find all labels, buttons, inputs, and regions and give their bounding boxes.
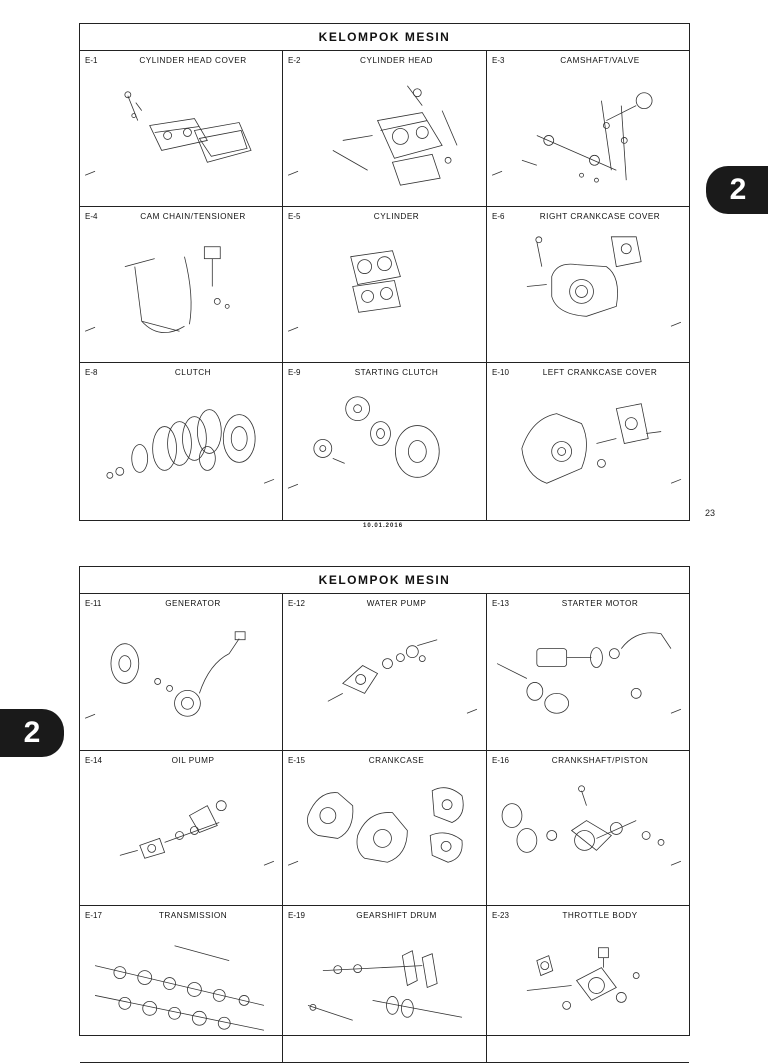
panel-title: KELOMPOK MESIN [80, 24, 689, 51]
part-code: E-6 [492, 212, 505, 221]
oil-pump-diagram [80, 751, 282, 905]
part-code: E-9 [288, 368, 301, 377]
part-name: RIGHT CRANKCASE COVER [539, 212, 661, 221]
camshaft-valve-diagram [487, 51, 689, 206]
part-name: CAMSHAFT/VALVE [560, 56, 640, 65]
parts-panel-top [79, 23, 690, 521]
part-code: E-16 [492, 756, 509, 765]
parts-panel-bottom [79, 566, 690, 1036]
part-name: OIL PUMP [171, 756, 215, 765]
part-name: CYLINDER HEAD COVER [139, 56, 247, 65]
cylinder-head-cover-diagram [80, 51, 282, 206]
part-code: E-3 [492, 56, 505, 65]
part-name: LEFT CRANKCASE COVER [542, 368, 658, 377]
part-code: E-11 [85, 599, 102, 608]
part-code: E-10 [492, 368, 509, 377]
part-name: TRANSMISSION [158, 911, 228, 920]
part-code: E-23 [492, 911, 509, 920]
part-cell-e1[interactable] [80, 51, 283, 207]
part-cell-e2[interactable] [283, 51, 487, 207]
gearshift-drum-diagram [283, 906, 486, 1062]
part-name: CLUTCH [174, 368, 212, 377]
cam-chain-tensioner-diagram [80, 207, 282, 362]
part-code: E-1 [85, 56, 98, 65]
part-cell-e6[interactable] [487, 207, 689, 363]
part-cell-e23[interactable] [487, 906, 689, 1063]
crankshaft-piston-diagram [487, 751, 689, 905]
part-code: E-15 [288, 756, 305, 765]
part-cell-e15[interactable] [283, 751, 487, 906]
cylinder-diagram [283, 207, 486, 362]
part-cell-e5[interactable] [283, 207, 487, 363]
clutch-diagram [80, 363, 282, 520]
page-number: 23 [705, 508, 716, 518]
panel-title: KELOMPOK MESIN [80, 567, 689, 594]
part-cell-e16[interactable] [487, 751, 689, 906]
part-name: GENERATOR [165, 599, 221, 608]
part-code: E-13 [492, 599, 509, 608]
part-cell-e3[interactable] [487, 51, 689, 207]
part-cell-e13[interactable] [487, 594, 689, 751]
part-code: E-19 [288, 911, 305, 920]
part-name: THROTTLE BODY [562, 911, 638, 920]
part-code: E-8 [85, 368, 98, 377]
part-cell-e14[interactable] [80, 751, 283, 906]
part-cell-e4[interactable] [80, 207, 283, 363]
right-crankcase-cover-diagram [487, 207, 689, 362]
starting-clutch-diagram [283, 363, 486, 520]
part-cell-e9[interactable] [283, 363, 487, 520]
crankcase-diagram [283, 751, 486, 905]
parts-grid [80, 51, 689, 520]
left-crankcase-cover-diagram [487, 363, 689, 520]
part-name: CAM CHAIN/TENSIONER [140, 212, 246, 221]
part-cell-e8[interactable] [80, 363, 283, 520]
part-name: GEARSHIFT DRUM [356, 911, 437, 920]
starter-motor-diagram [487, 594, 689, 750]
part-name: STARTER MOTOR [561, 599, 639, 608]
part-cell-e11[interactable] [80, 594, 283, 751]
transmission-diagram [80, 906, 282, 1062]
part-code: E-12 [288, 599, 305, 608]
part-name: CRANKCASE [368, 756, 425, 765]
part-cell-e10[interactable] [487, 363, 689, 520]
part-code: E-14 [85, 756, 102, 765]
part-name: CRANKSHAFT/PISTON [551, 756, 649, 765]
generator-diagram [80, 594, 282, 750]
part-cell-e17[interactable] [80, 906, 283, 1063]
section-tab: 2 [706, 166, 768, 214]
throttle-body-diagram [487, 906, 689, 1062]
part-cell-e19[interactable] [283, 906, 487, 1063]
part-name: WATER PUMP [366, 599, 427, 608]
part-code: E-4 [85, 212, 98, 221]
cylinder-head-diagram [283, 51, 486, 206]
part-code: E-17 [85, 911, 102, 920]
print-date: 10.01.2016 [363, 523, 404, 529]
part-code: E-5 [288, 212, 301, 221]
water-pump-diagram [283, 594, 486, 750]
parts-grid [80, 594, 689, 1063]
part-code: E-2 [288, 56, 301, 65]
part-name: STARTING CLUTCH [354, 368, 439, 377]
part-name: CYLINDER [373, 212, 420, 221]
part-cell-e12[interactable] [283, 594, 487, 751]
part-name: CYLINDER HEAD [360, 56, 433, 65]
section-tab: 2 [0, 709, 64, 757]
